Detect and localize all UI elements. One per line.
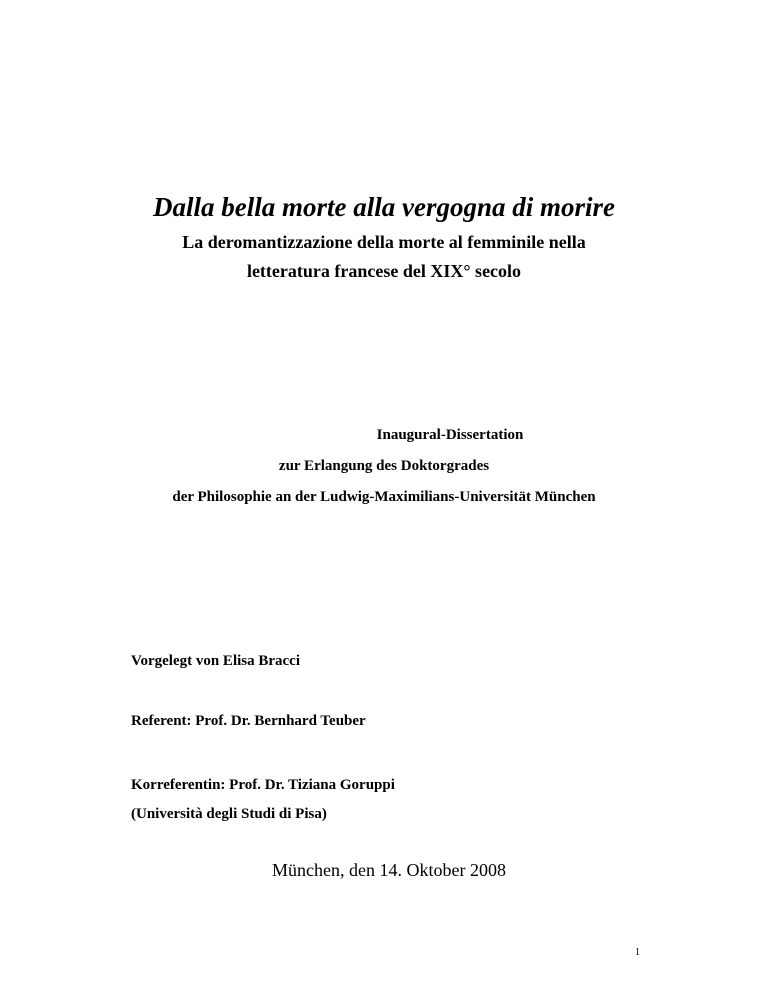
dissertation-purpose: zur Erlangung des Doktorgrades (278, 458, 490, 474)
dissertation-faculty: der Philosophie an der Ludwig-Maximilians-Universität München (172, 489, 596, 505)
page-number: 1 (635, 947, 640, 958)
subtitle-line-2: letteratura francese del XIX° secolo (246, 261, 522, 281)
submission-date: München, den 14. Oktober 2008 (272, 860, 506, 880)
dissertation-type: Inaugural-Dissertation (376, 427, 524, 443)
subtitle-line-1: La deromantizzazione della morte al femminile nella (182, 232, 586, 252)
document-title: Dalla bella morte alla vergogna di morire (153, 192, 615, 222)
author-line: Vorgelegt von Elisa Bracci (131, 653, 301, 669)
referent-line: Referent: Prof. Dr. Bernhard Teuber (131, 713, 366, 729)
university-line: (Università degli Studi di Pisa) (131, 806, 327, 822)
korreferentin-line: Korreferentin: Prof. Dr. Tiziana Goruppi (131, 777, 395, 793)
